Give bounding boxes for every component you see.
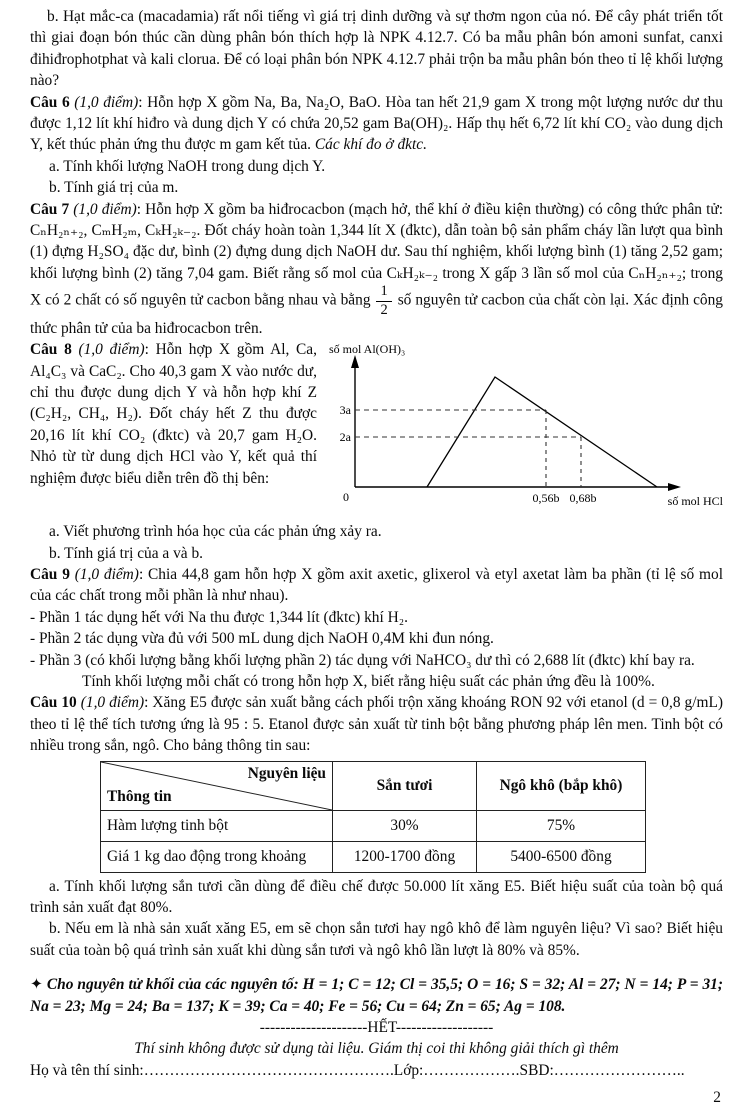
q8-item-b: b. Tính giá trị của a và b.: [49, 544, 204, 562]
x-axis-arrow-icon: [668, 483, 681, 491]
q6-label: Câu 6: [30, 93, 75, 111]
q9-body: : Chia 44,8 gam hỗn hợp X gồm axit axetic, glixerol và etyl axetat làm ba phần (tỉ lệ số mol của các chất trong mỗi phần là như nhau).: [30, 565, 723, 605]
q10-body: : Xăng E5 được sản xuất bằng cách phối trộn xăng khoáng RON 92 với etanol (d = 0,8 g/mL) theo tỉ lệ thể tích tương ứng là 95 : 5. Etanol được sản xuất từ tinh bột bằng phương pháp lên men. Tinh bột có nhiều trong sắn, ngô. Cho bảng thông tin sau:: [30, 694, 723, 755]
q10-points: (1,0 điểm): [80, 694, 145, 712]
q8-label: Câu 8: [30, 341, 79, 359]
question-9: [30, 564, 723, 607]
table-header-row: [101, 761, 646, 810]
q6-item-b: b. Tính giá trị của m.: [49, 179, 179, 197]
q6-note: Các khí đo ở đktc.: [314, 136, 427, 154]
corner-label-nguyen-lieu: Nguyên liệu: [247, 764, 326, 782]
question-6: [30, 92, 723, 156]
q8-chart-container: [325, 341, 727, 517]
table-cell: 1200-1700 đồng: [333, 841, 477, 872]
fraction-denominator: 2: [380, 301, 388, 318]
q9-points: (1,0 điểm): [74, 565, 139, 583]
chart-y-axis-label: số mol Al(OH)₃: [329, 342, 406, 357]
precipitate-curve: [427, 377, 657, 487]
question-7: [30, 199, 723, 339]
xtick-056b: 0,56b: [532, 491, 560, 506]
table-row: [101, 841, 646, 872]
het-divider: ---------------------HẾT-------------------: [259, 1019, 494, 1037]
q9-conclusion: Tính khối lượng mỗi chất có trong hỗn hợp X, biết rằng hiệu suất các phản ứng đều là 100%.: [82, 672, 655, 690]
atomic-mass-note: [30, 974, 723, 1017]
table-row: [101, 810, 646, 841]
q7-body-1: : Hỗn hợp X gồm ba hiđrocacbon (mạch hở, thể khí ở điều kiện thường) có công thức phân tử: CₙH₂ₙ₊₂, CₘH₂ₘ, CₖH₂ₖ₋₂. Đốt cháy hoàn toàn 1,344 lít X (đktc), dẫn toàn bộ sản phẩm cháy lần lượt qua bình (1) đựng H₂SO₄ đặc dư, bình (2) đựng dung dịch NaOH dư. Sau thí nghiệm, khối lượng bình (1) tăng 2,52 gam; khối lượng bình (2) tăng 7,04 gam. Biết rằng số mol của CₖH₂ₖ₋₂ trong X gấp 3 lần số mol của CₙH₂ₙ₊₂; trong X có 2 chất có số nguyên tử cacbon bằng nhau và bằng: [30, 200, 723, 309]
q6-points: (1,0 điểm): [74, 93, 139, 111]
column-header-san-tuoi: Sắn tươi: [333, 761, 477, 810]
q8-points: (1,0 điểm): [78, 341, 145, 359]
q9-label: Câu 9: [30, 565, 75, 583]
fraction-numerator: 1: [376, 284, 391, 301]
student-name-line: Họ và tên thí sinh:………………………………………….Lớp:……………….SBD:……………………..: [30, 1061, 685, 1079]
atomic-mass-text: Cho nguyên tử khối của các nguyên tố: H = 1; C = 12; Cl = 35,5; O = 16; S = 32; Al = 27; N = 14; P = 31; Na = 23; Mg = 24; Ba = 137; K = 39; Ca = 40; Fe = 56; Cu = 64; Zn = 65; Ag = 108.: [30, 976, 723, 1015]
q6-body: : Hỗn hợp X gồm Na, Ba, Na₂O, BaO. Hòa tan hết 21,9 gam X trong một lượng nước dư thu được 1,12 lít khí hiđro và dung dịch Y có chứa 20,52 gam Ba(OH)₂. Hấp thụ hết 6,72 lít khí CO₂ vào dung dịch Y, kết thúc phản ứng thu được m gam kết tủa.: [30, 93, 723, 154]
question-8-block: [30, 339, 723, 564]
q10-item-a: a. Tính khối lượng sắn tươi cần dùng để điều chế được 50.000 lít xăng E5. Biết hiệu suất của toàn bộ quá trình sản xuất đạt 80%.: [30, 877, 723, 916]
raw-material-table: [100, 761, 646, 873]
fraction-one-half: [374, 284, 393, 317]
corner-label-thong-tin: Thông tin: [107, 788, 172, 806]
row-label: Hàm lượng tinh bột: [101, 810, 333, 841]
q9-part-1: - Phần 1 tác dụng hết với Na thu được 1,344 lít (đktc) khí H₂.: [30, 608, 408, 626]
origin-label: 0: [343, 490, 349, 505]
table-corner-cell: [101, 761, 333, 810]
q8-body: : Hỗn hợp X gồm Al, Ca, Al₄C₃ và CaC₂. Cho 40,3 gam X vào nước dư, chỉ thu được dung dịch Y và hỗn hợp khí Z (C₂H₂, CH₄, H₂). Đốt cháy hết Z thu được 20,16 lít khí CO₂ (đktc) và 20,7 gam H₂O. Nhỏ từ từ dung dịch HCl vào Y, kết quả thí nghiệm được biểu diễn trên đồ thị bên:: [30, 341, 317, 487]
footer: [30, 974, 723, 1108]
q10-item-b: b. Nếu em là nhà sản xuất xăng E5, em sẽ chọn sắn tươi hay ngô khô để làm nguyên liệu? Vì sao? Biết hiệu suất của toàn bộ quá trình sản xuất khi dùng sắn tươi và ngô khô lần lượt là 80% và 85%.: [30, 920, 723, 959]
q7-label: Câu 7: [30, 200, 74, 218]
xtick-068b: 0,68b: [569, 491, 597, 506]
q7-points: (1,0 điểm): [73, 200, 137, 218]
bullet-icon: ✦: [30, 976, 43, 994]
column-header-ngo-kho: Ngô khô (bắp khô): [477, 761, 646, 810]
ytick-3a: 3a: [339, 403, 351, 418]
y-axis-arrow-icon: [351, 355, 359, 368]
q9-part-2: - Phần 2 tác dụng vừa đủ với 500 mL dung dịch NaOH 0,4M khi đun nóng.: [30, 630, 494, 648]
table-cell: 30%: [333, 810, 477, 841]
al-oh3-vs-hcl-chart: [325, 341, 727, 517]
ytick-2a: 2a: [339, 430, 351, 445]
intro-paragraph-b: b. Hạt mắc-ca (macadamia) rất nổi tiếng vì giá trị dinh dưỡng và sự thơm ngon của nó. Để cây phát triển tốt thì giai đoạn bón thúc cần dùng phân bón thích hợp là NPK 4.12.7. Có ba mẫu phân bón amoni sunfat, canxi đihiđrophotphat và kali clorua. Để có loại phân bón NPK 4.12.7 phải trộn ba mẫu phân bón theo tỉ lệ khối lượng nào?: [30, 8, 723, 90]
table-cell: 5400-6500 đồng: [477, 841, 646, 872]
q7-body-2: số nguyên tử cacbon của chất còn lại. Xác định công thức phân tử của ba hiđrocacbon trên.: [30, 291, 724, 337]
row-label: Giá 1 kg dao động trong khoảng: [101, 841, 333, 872]
chart-x-axis-label: số mol HCl: [667, 494, 723, 509]
q9-part-3: - Phần 3 (có khối lượng bằng khối lượng phần 2) tác dụng với NaHCO₃ dư thì có 2,688 lít (đktc) khí bay ra.: [30, 651, 695, 669]
q6-item-a: a. Tính khối lượng NaOH trong dung dịch Y.: [49, 157, 326, 175]
q10-label: Câu 10: [30, 694, 81, 712]
table-cell: 75%: [477, 810, 646, 841]
page-number: 2: [713, 1089, 721, 1107]
question-10: [30, 692, 723, 756]
exam-rules-note: Thí sinh không được sử dụng tài liệu. Giám thị coi thi không giải thích gì thêm: [134, 1040, 619, 1058]
q8-item-a: a. Viết phương trình hóa học của các phản ứng xảy ra.: [49, 523, 382, 541]
